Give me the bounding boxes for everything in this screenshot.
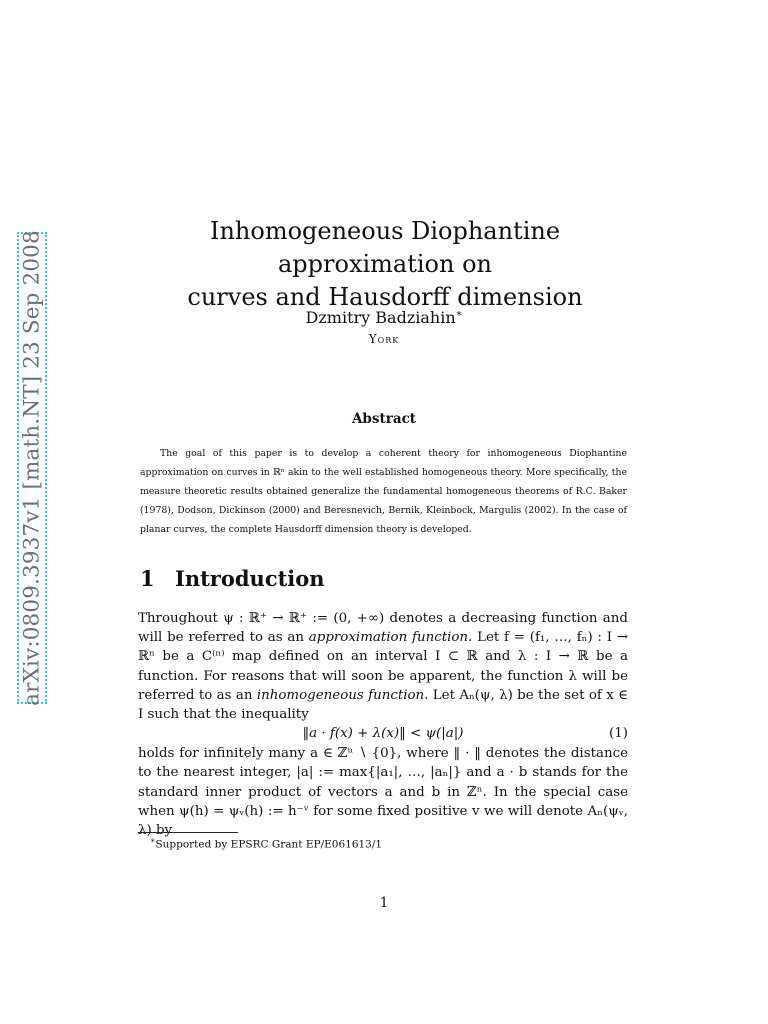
paragraph-1 [138, 609, 628, 724]
equation-number: (1) [609, 726, 628, 742]
abstract-heading: Abstract [351, 411, 417, 427]
author-line [0, 308, 768, 327]
section-heading [140, 566, 325, 591]
title-line-2: curves and Hausdorff dimension [187, 283, 583, 311]
author-footnote-mark: ∗ [455, 308, 463, 320]
paper-title [130, 215, 640, 314]
section-title: Introduction [175, 566, 325, 591]
equation-1 [138, 724, 628, 744]
footnote-text: Supported by EPSRC Grant EP/E061613/1 [155, 838, 383, 851]
abstract-text: The goal of this paper is to develop a coherent theory for inhomogeneous Diophantine approximation on curves in ℝⁿ akin to the well established homogeneous theory. More specifically, the measure theoretic results obtained generalize the fundamental homogeneous theorems of R.C. Baker (1978), Dodson, Dickinson (2000) and Beresnevich, Bernik, Kleinbock, Margulis (2002). In the case of planar curves, the complete Hausdorff dimension theory is developed. [140, 448, 627, 535]
author-name: Dzmitry Badziahin [305, 308, 456, 327]
footnote-mark: ∗ [150, 836, 156, 845]
page-number: 1 [379, 895, 389, 911]
equation-expression: ‖a · f(x) + λ(x)‖ < ψ(|a|) [302, 726, 464, 742]
arxiv-stamp: arXiv:0809.3937v1 [math.NT] 23 Sep 2008 [19, 230, 45, 706]
section-number: 1 [140, 566, 155, 591]
term-approximation-function: approximation function. [308, 630, 473, 646]
body-text [138, 609, 628, 840]
title-line-1: Inhomogeneous Diophantine approximation on [209, 217, 561, 278]
term-inhomogeneous-function: inhomogeneous function. [256, 687, 429, 703]
paragraph-1-text-a: Throughout ψ : ℝ⁺ → ℝ⁺ := (0, +∞) denotes a decreasing function and will be referred to as an [138, 611, 628, 646]
footnote-rule [138, 832, 238, 833]
paragraph-1-text-b: Let f = (f₁, …, fₙ) : I → ℝⁿ be a C⁽ⁿ⁾ map defined on an interval I ⊂ ℝ and λ : I → ℝ be a function. For reasons that will soon be apparent, the function λ will be referred to as an [138, 630, 628, 703]
paragraph-1-text-c: Let Aₙ(ψ, λ) be the set of x ∈ I such that the inequality [138, 687, 629, 723]
affiliation: York [368, 332, 400, 346]
paragraph-2: holds for infinitely many a ∈ ℤⁿ ∖ {0}, where ‖ · ‖ denotes the distance to the nearest integer, |a| := max{|a₁|, …, |aₙ|} and a · b stands for the standard inner product of vectors a and b in ℤⁿ. In the special case when ψ(h) = ψᵥ(h) := h⁻ᵛ for some fixed positive v we will denote Aₙ(ψᵥ, λ) by [138, 746, 628, 839]
footnote [150, 836, 382, 851]
